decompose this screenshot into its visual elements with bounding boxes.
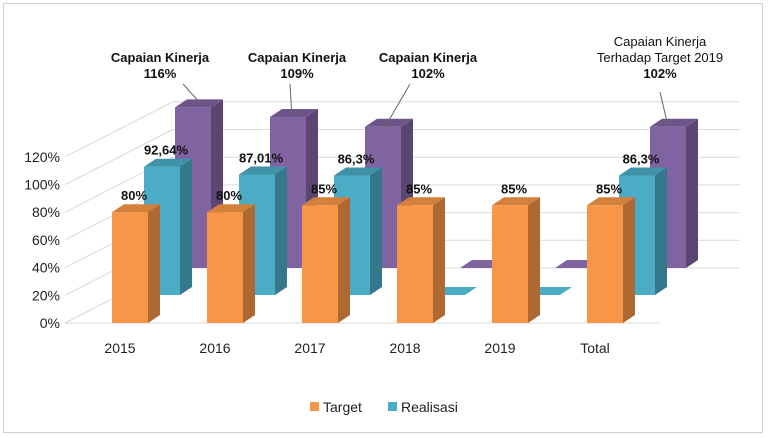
bar-target-2017 [302,205,338,323]
annotation-label: Capaian Kinerja [110,50,210,65]
x-tick-label: Total [580,340,610,356]
bar-target-2016 [207,212,243,323]
annotation-label: 109% [280,66,314,81]
bar-target-2019-side [528,197,540,323]
x-tick-label: 2017 [294,340,326,356]
x-tick-label: 2016 [199,340,231,356]
y-tick-label: 60% [31,231,60,248]
x-tick-label: 2019 [484,340,516,356]
data-label: 85% [595,181,623,197]
data-label: 80% [120,188,148,204]
bar-capaian-Total-side [686,119,698,268]
data-label: 80% [215,188,243,204]
bar-target-Total-side [623,197,635,323]
legend-swatch [310,402,319,411]
bar-target-2017-side [338,197,350,323]
bar-target-2016-side [243,204,255,323]
y-tick-label: 0% [39,315,60,331]
annotation-label: 116% [143,66,177,81]
data-label: 86,3% [622,151,660,167]
legend-label: Target [323,399,362,415]
y-tick-label: 20% [31,287,60,304]
annotation-label: Capaian Kinerja [378,50,478,65]
bar-target-Total [587,205,623,323]
y-tick-label: 100% [24,176,60,193]
data-label: 92,64% [143,142,189,158]
data-label: 85% [310,181,338,197]
legend-swatch [388,402,397,411]
annotation-label: Capaian Kinerja [613,34,707,49]
bar-realisasi-2017-side [370,167,382,295]
annotation-label: 102% [411,66,445,81]
y-tick-label: 80% [31,204,60,221]
data-label: 86,3% [337,151,375,167]
annotation-label: Capaian Kinerja [247,50,347,65]
y-tick-label: 120% [24,148,60,165]
data-label: 85% [500,181,528,197]
bar-realisasi-Total-side [655,167,667,295]
annotation-label: 102% [643,66,677,81]
bar-target-2019 [492,205,528,323]
x-tick-label: 2018 [389,340,421,356]
bar-realisasi-2015-side [180,159,192,295]
legend-label: Realisasi [401,399,458,415]
data-label: 85% [405,181,433,197]
bar-target-2015-side [148,204,160,323]
y-tick-label: 40% [31,259,60,276]
annotation-label: Terhadap Target 2019 [596,50,724,65]
bar-target-2018-side [433,197,445,323]
bar-realisasi-2016-side [275,166,287,295]
x-tick-label: 2015 [104,340,136,356]
data-label: 87,01% [238,150,284,166]
bar-target-2018 [397,205,433,323]
bar-target-2015 [112,212,148,323]
